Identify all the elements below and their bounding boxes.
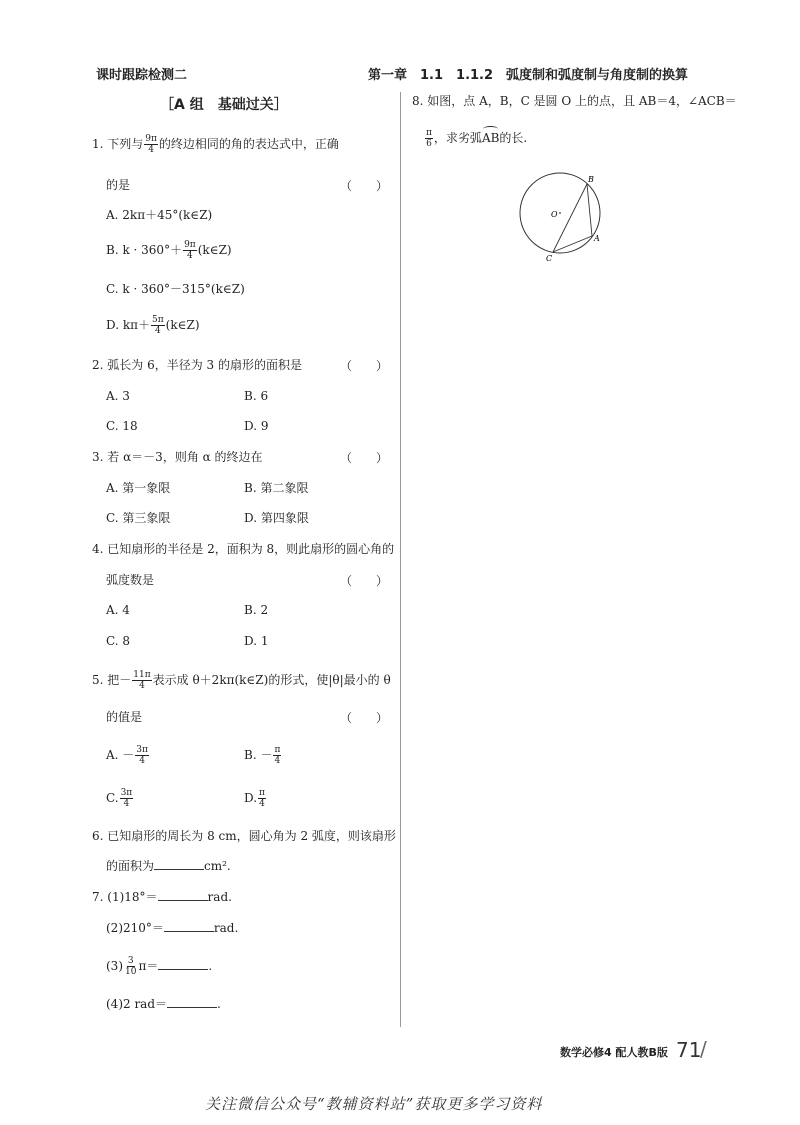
q5-option-c-frac bbox=[120, 788, 134, 809]
q7-l4-post: . bbox=[217, 997, 221, 1011]
q4-option-d: D. 1 bbox=[244, 634, 269, 648]
q5-option-b-frac bbox=[273, 745, 281, 766]
q8-stem-b-pre: ，求劣弧 bbox=[433, 131, 482, 145]
q5-frac-num: 11π bbox=[133, 670, 151, 680]
q8-stem-b-post: 的长. bbox=[499, 131, 528, 145]
q1-fraction bbox=[144, 134, 158, 155]
q5-stem bbox=[92, 670, 391, 691]
q3-option-b: B. 第二象限 bbox=[244, 481, 309, 495]
q1-option-d-frac bbox=[151, 315, 165, 336]
q5-paren: （ ） bbox=[340, 711, 389, 725]
q5-option-d-den: 4 bbox=[259, 799, 265, 809]
label-b: B bbox=[588, 175, 594, 184]
q5-option-d bbox=[244, 788, 267, 809]
q7-blank-3[interactable] bbox=[158, 958, 208, 970]
q1-option-d bbox=[106, 315, 200, 336]
q2-paren: （ ） bbox=[340, 359, 389, 373]
q2-option-a: A. 3 bbox=[106, 389, 130, 403]
q1-stem bbox=[92, 134, 339, 155]
q5-option-c-num: 3π bbox=[120, 788, 133, 798]
q4-paren: （ ） bbox=[340, 574, 389, 588]
q5-option-d-pre: D. bbox=[244, 791, 258, 805]
q7-blank-1[interactable] bbox=[158, 889, 208, 901]
q8-fraction bbox=[425, 128, 433, 149]
q7-blank-2[interactable] bbox=[164, 920, 214, 932]
q1-frac-num: 9π bbox=[145, 134, 157, 144]
q7-l3-frac bbox=[124, 956, 137, 977]
q1-option-d-post: (k∈Z) bbox=[165, 318, 200, 332]
label-a: A bbox=[594, 234, 600, 243]
q5-option-b-den: 4 bbox=[274, 756, 281, 766]
q8-frac-den: 6 bbox=[426, 139, 432, 149]
q7-l3-mid: π＝ bbox=[138, 959, 159, 973]
q4-stem-b: 弧度数是 bbox=[106, 573, 155, 587]
q3-option-a: A. 第一象限 bbox=[106, 481, 171, 495]
q8-stem-b bbox=[424, 128, 527, 149]
label-o: O bbox=[551, 210, 558, 219]
q7-line-4 bbox=[106, 996, 221, 1012]
q2-option-d: D. 9 bbox=[244, 419, 269, 433]
q6-stem-b bbox=[106, 858, 231, 874]
q8-arc-label: AB bbox=[481, 131, 500, 145]
q6-stem-b-pre: 的面积为 bbox=[106, 859, 155, 873]
q4-option-b: B. 2 bbox=[244, 603, 269, 617]
q1-option-a: A. 2kπ＋45°(k∈Z) bbox=[106, 208, 213, 222]
q5-option-a-frac bbox=[135, 745, 149, 766]
q4-option-a: A. 4 bbox=[106, 603, 130, 617]
q1-option-b-frac bbox=[183, 240, 197, 261]
column-divider bbox=[400, 92, 401, 1027]
q7-l3-num: 3 bbox=[127, 956, 134, 966]
group-title: ［A 组 基础过关］ bbox=[160, 97, 288, 113]
q8-frac-num: π bbox=[426, 128, 432, 138]
q1-paren: （ ） bbox=[340, 179, 389, 193]
q5-option-b bbox=[244, 745, 282, 766]
q7-l3-post: . bbox=[208, 959, 213, 973]
page-slash: / bbox=[700, 1037, 707, 1061]
q5-option-c-pre: C. bbox=[106, 791, 119, 805]
circle-figure bbox=[510, 168, 610, 268]
page-number: 71 bbox=[676, 1038, 702, 1062]
q5-option-d-frac bbox=[258, 788, 266, 809]
q7-l3-den: 10 bbox=[125, 967, 137, 977]
q5-option-a bbox=[106, 745, 150, 766]
q8-stem-a: 8. 如图，点 A，B，C 是圆 O 上的点，且 AB＝4，∠ACB＝ bbox=[412, 94, 737, 108]
center-point bbox=[559, 212, 561, 214]
segment-ca bbox=[553, 236, 592, 252]
q3-stem: 3. 若 α＝－3，则角 α 的终边在 bbox=[92, 450, 263, 464]
q5-option-b-pre: B. － bbox=[244, 748, 273, 762]
q4-option-c: C. 8 bbox=[106, 634, 131, 648]
q1-option-b-num: 9π bbox=[184, 240, 196, 250]
q7-line-2 bbox=[106, 920, 238, 936]
q5-option-a-pre: A. － bbox=[106, 748, 135, 762]
q3-option-c: C. 第三象限 bbox=[106, 511, 171, 525]
q7-l2-post: rad. bbox=[213, 921, 239, 935]
q7-line-3 bbox=[106, 956, 212, 977]
q7-l2-pre: (2)210°＝ bbox=[106, 921, 164, 935]
q1-stem-a: 1. 下列与 bbox=[92, 137, 144, 151]
q1-stem-c: 的是 bbox=[106, 178, 131, 192]
q1-option-b-pre: B. k · 360°＋ bbox=[106, 243, 183, 257]
q3-option-d: D. 第四象限 bbox=[244, 511, 309, 525]
q1-option-b-post: (k∈Z) bbox=[197, 243, 232, 257]
q7-line-1 bbox=[92, 889, 232, 905]
q2-option-b: B. 6 bbox=[244, 389, 269, 403]
q6-stem-b-post: cm². bbox=[204, 859, 231, 873]
q5-fraction bbox=[132, 670, 151, 691]
q2-stem: 2. 弧长为 6，半径为 3 的扇形的面积是 bbox=[92, 358, 302, 372]
q2-option-c: C. 18 bbox=[106, 419, 138, 433]
q1-option-d-pre: D. kπ＋ bbox=[106, 318, 150, 332]
q7-blank-4[interactable] bbox=[167, 996, 217, 1008]
q5-option-a-num: 3π bbox=[136, 745, 148, 755]
q7-stem: 7. (1)18°＝ bbox=[92, 890, 158, 904]
q1-option-d-den: 4 bbox=[154, 326, 161, 336]
q4-stem-a: 4. 已知扇形的半径是 2，面积为 8，则此扇形的圆心角的 bbox=[92, 542, 395, 556]
footer-book-label: 数学必修4 配人教B版 bbox=[560, 1046, 668, 1059]
bottom-note: 关注微信公众号“教辅资料站”获取更多学习资料 bbox=[205, 1095, 543, 1113]
q5-option-d-num: π bbox=[259, 788, 265, 798]
q5-option-c bbox=[106, 788, 134, 809]
q5-stem-b: 的值是 bbox=[106, 710, 143, 724]
q5-option-c-den: 4 bbox=[123, 799, 130, 809]
q5-option-a-den: 4 bbox=[139, 756, 145, 766]
q1-option-b bbox=[106, 240, 232, 261]
q1-frac-den: 4 bbox=[148, 145, 154, 155]
q5-option-b-num: π bbox=[274, 745, 281, 755]
label-c: C bbox=[546, 254, 553, 263]
q1-option-c: C. k · 360°－315°(k∈Z) bbox=[106, 282, 245, 296]
q5-frac-den: 4 bbox=[139, 681, 145, 691]
q1-option-b-den: 4 bbox=[187, 251, 193, 261]
q6-answer-blank[interactable] bbox=[154, 858, 204, 870]
segment-bc bbox=[553, 184, 587, 252]
header-right: 第一章 1.1 1.1.2 弧度制和弧度制与角度制的换算 bbox=[368, 68, 689, 83]
q5-stem-pre: 5. 把－ bbox=[92, 673, 132, 687]
q3-paren: （ ） bbox=[340, 451, 389, 465]
q5-stem-post: 表示成 θ＋2kπ(k∈Z)的形式，使|θ|最小的 θ bbox=[152, 673, 391, 687]
q7-l3-pre: (3) bbox=[106, 959, 123, 973]
q7-l4-pre: (4)2 rad＝ bbox=[106, 997, 168, 1011]
q1-stem-b: 的终边相同的角的表达式中，正确 bbox=[158, 137, 339, 151]
header-left: 课时跟踪检测二 bbox=[96, 68, 188, 83]
segment-ab bbox=[587, 184, 592, 236]
q1-option-d-num: 5π bbox=[151, 315, 164, 325]
q6-stem-a: 6. 已知扇形的周长为 8 cm，圆心角为 2 弧度，则该扇形 bbox=[92, 829, 396, 843]
q7-l1-post: rad. bbox=[207, 890, 232, 904]
